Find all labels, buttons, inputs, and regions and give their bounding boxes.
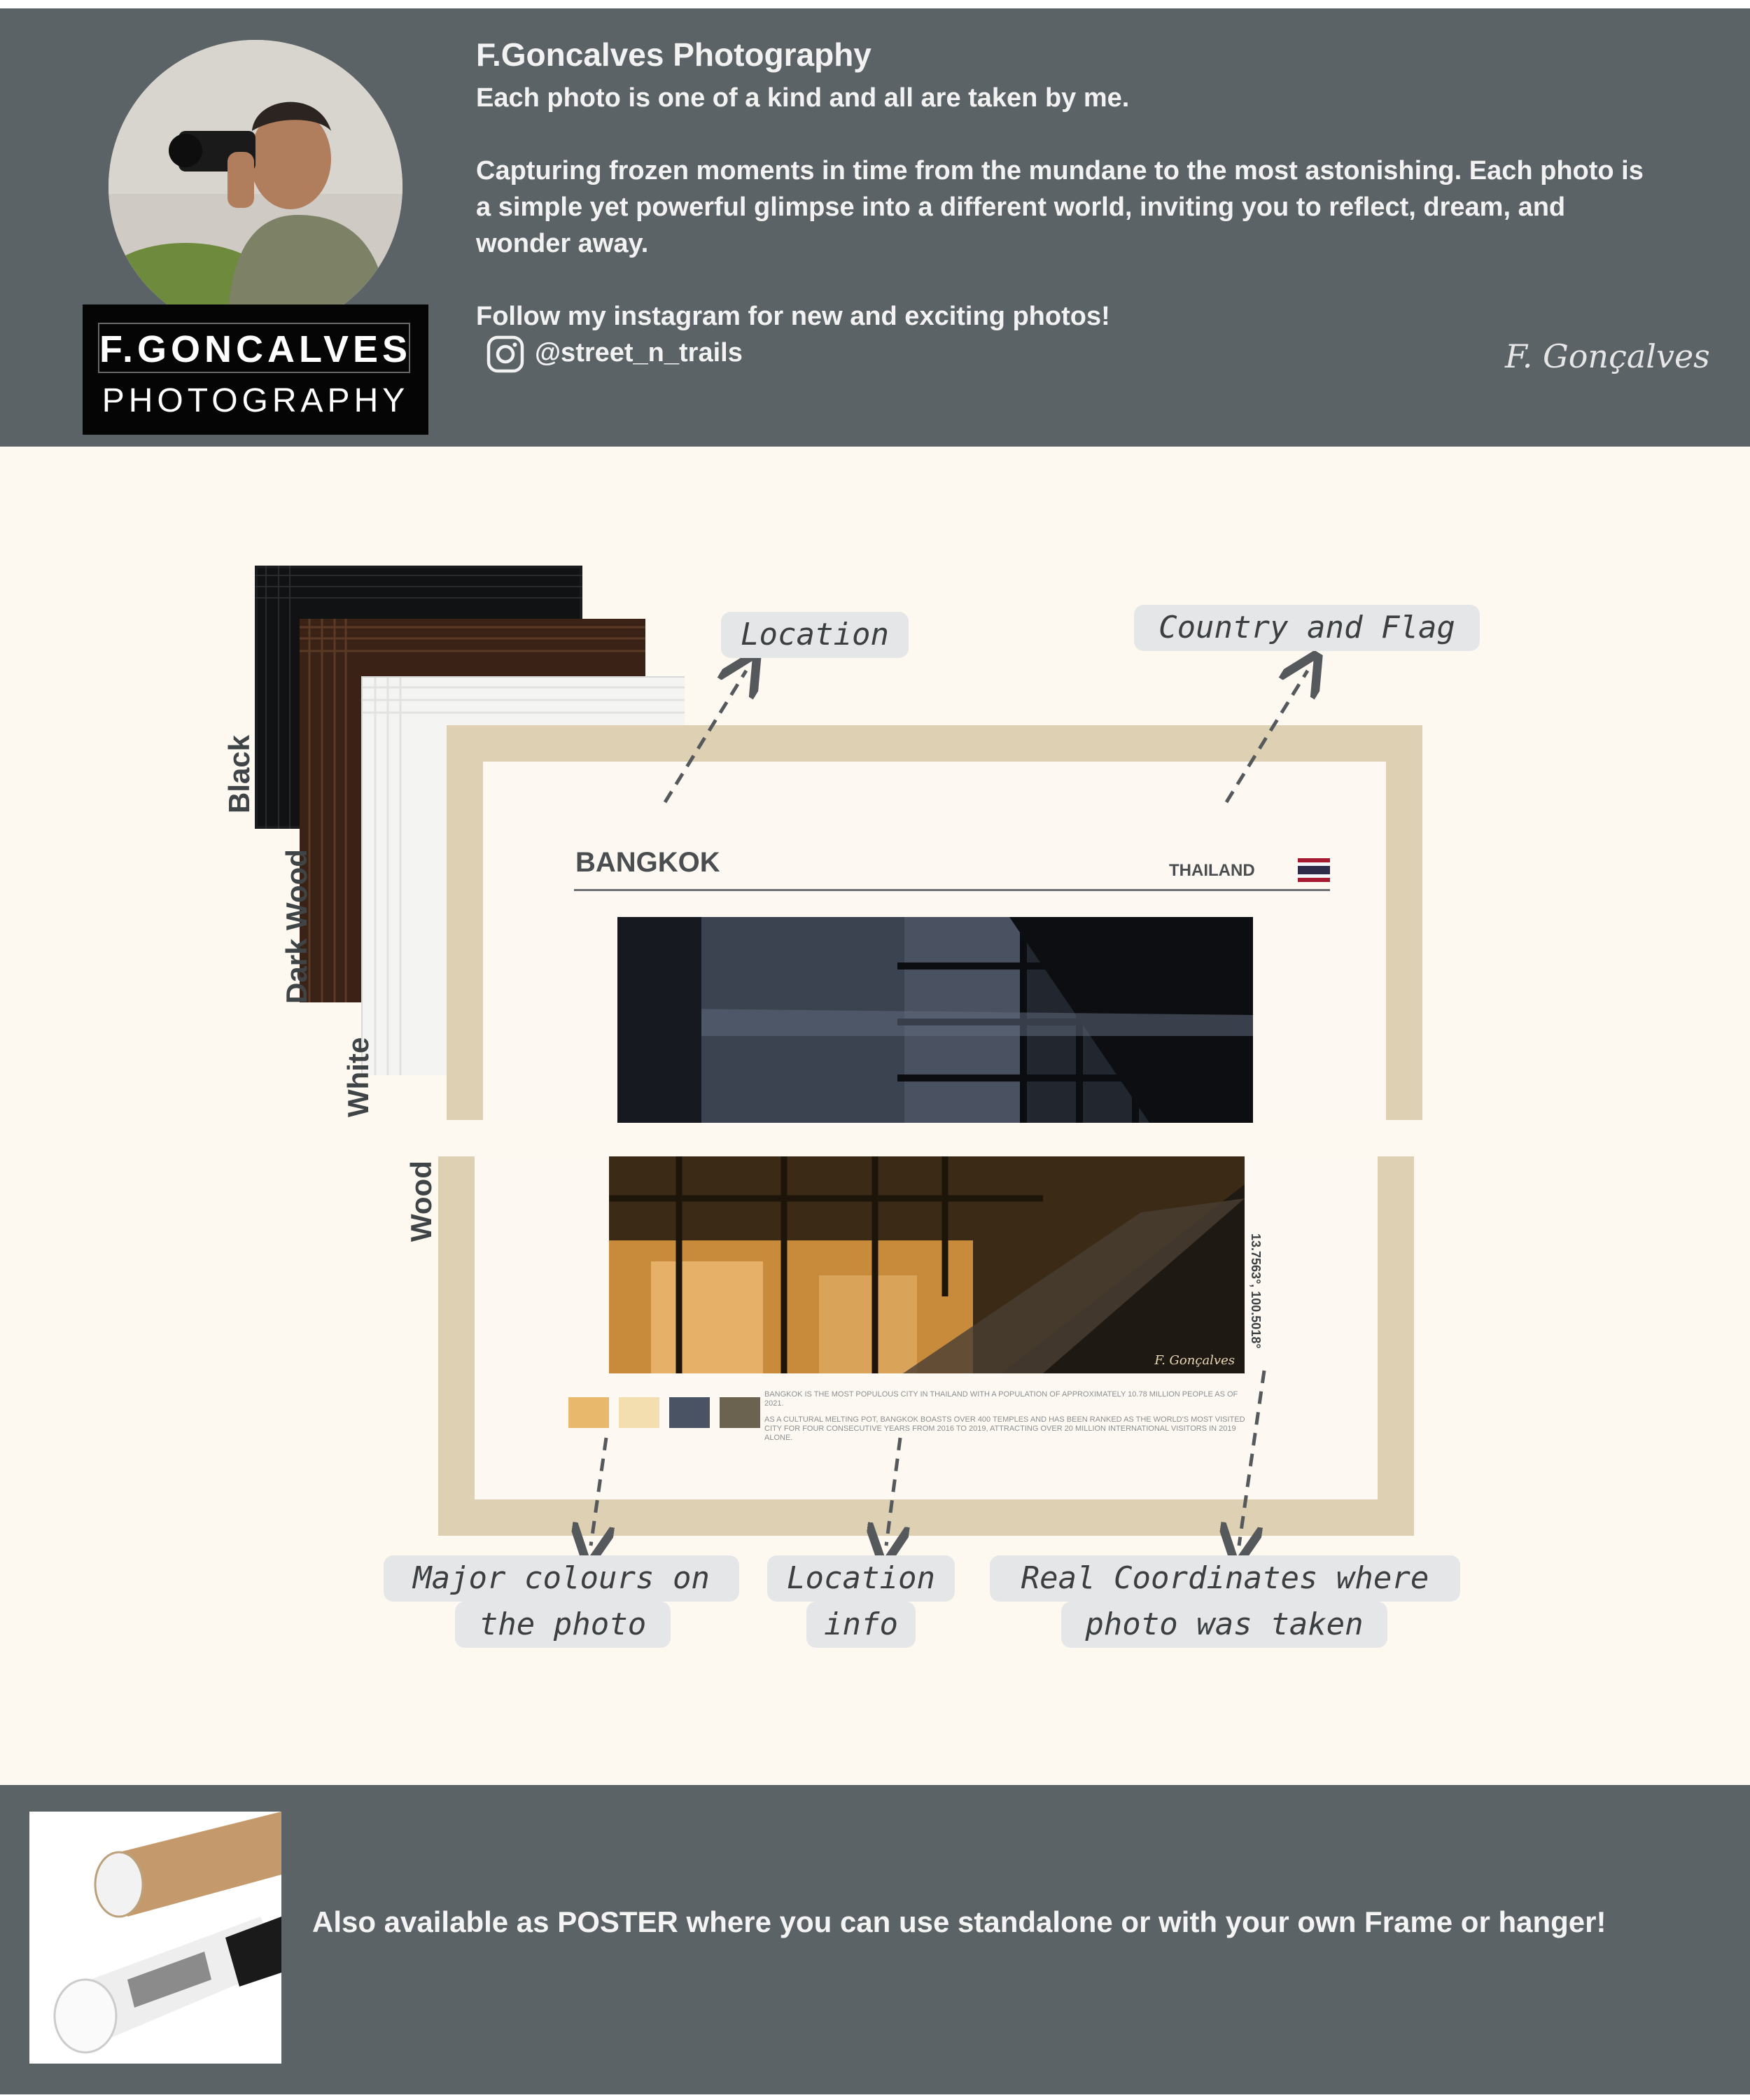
label-dark-wood: Dark Wood bbox=[280, 849, 313, 1004]
poster-thumbnail bbox=[29, 1812, 281, 2064]
follow-text: Follow my instagram for new and exciting photos! bbox=[476, 302, 1110, 331]
callout-coordinates-line2: photo was taken bbox=[1061, 1602, 1387, 1648]
callout-country-flag: Country and Flag bbox=[1134, 605, 1480, 651]
print-info-2: AS A CULTURAL MELTING POT, BANGKOK BOASTS OVER 400 TEMPLES AND HAS BEEN RANKED AS THE WORLD'S MOST VISITED CITY FOR FOUR CONSECUTIVE YEARS FROM 2016 TO 2019, ATTRACTING OVER 20 MILLION INTERNATIONAL VISITORS IN 2019 ALONE. bbox=[764, 1415, 1245, 1442]
header bbox=[0, 8, 1750, 447]
label-white: White bbox=[342, 1037, 374, 1117]
label-black: Black bbox=[223, 734, 255, 813]
print-info-1: BANGKOK IS THE MOST POPULOUS CITY IN THAILAND WITH A POPULATION OF APPROXIMATELY 10.78 MILLION PEOPLE AS OF 2021. bbox=[764, 1390, 1238, 1408]
instagram-handle-link[interactable]: @street_n_trails bbox=[535, 338, 743, 368]
callout-major-colours-line1: Major colours on bbox=[384, 1555, 739, 1602]
print-signature: F. Gonçalves bbox=[1154, 1353, 1235, 1368]
page-title: F.Goncalves Photography bbox=[476, 36, 872, 73]
logo-name: F.GONCALVES bbox=[98, 323, 410, 373]
callout-coordinates-line1: Real Coordinates where bbox=[990, 1555, 1460, 1602]
callout-location: Location bbox=[721, 612, 909, 658]
description: Capturing frozen moments in time from the mundane to the most astonishing. Each photo is a simple yet powerful glimpse into a different world, inviting you to reflect, dream, and wonder away. bbox=[476, 156, 1644, 258]
print-city: BANGKOK bbox=[575, 847, 720, 878]
label-wood: Wood bbox=[405, 1161, 438, 1242]
signature: F. Gonçalves bbox=[1505, 337, 1710, 375]
logo-subtitle: PHOTOGRAPHY bbox=[102, 382, 410, 419]
callout-location-info-line1: Location bbox=[767, 1555, 955, 1602]
tagline: Each photo is one of a kind and all are taken by me. bbox=[476, 83, 1130, 113]
print-coordinates: 13.7563°, 100.5018° bbox=[1249, 1233, 1263, 1349]
frame-showcase bbox=[0, 447, 1750, 1785]
callout-major-colours-line2: the photo bbox=[455, 1602, 671, 1648]
instagram-icon[interactable] bbox=[486, 335, 525, 374]
avatar bbox=[108, 40, 402, 334]
brand-logo bbox=[83, 304, 428, 435]
footer bbox=[0, 1785, 1750, 2094]
poster-availability-text: Also available as POSTER where you can use standalone or with your own Frame or hanger! bbox=[312, 1905, 1606, 1938]
callout-location-info-line2: info bbox=[806, 1602, 916, 1648]
print-country: THAILAND bbox=[1169, 861, 1255, 880]
